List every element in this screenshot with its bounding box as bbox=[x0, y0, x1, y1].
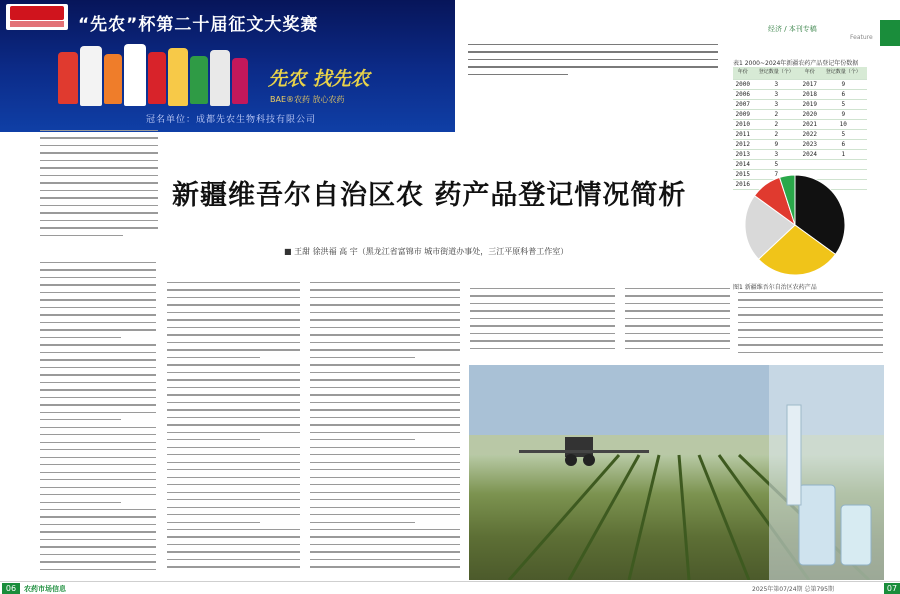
left-intro-text bbox=[40, 130, 158, 248]
text-column-5 bbox=[625, 288, 730, 360]
table-title: 表1 2000~2024年新疆农药产品登记年份数据 bbox=[733, 60, 859, 67]
text-column-1 bbox=[40, 262, 156, 577]
table-cell: 6 bbox=[820, 139, 867, 149]
table-cell: 2024 bbox=[800, 149, 820, 159]
table-cell: 10 bbox=[820, 119, 867, 129]
table-cell: 2019 bbox=[800, 99, 820, 109]
page-number-left: 06 bbox=[2, 583, 20, 594]
text-column-2 bbox=[167, 282, 300, 577]
product-bottle-icon bbox=[80, 46, 102, 106]
banner-organizer: 冠名单位：成都先农生物科技有限公司 bbox=[145, 115, 316, 125]
table-cell: 2 bbox=[753, 129, 800, 139]
table-cell: 9 bbox=[820, 109, 867, 119]
product-bottle-icon bbox=[190, 56, 208, 104]
product-bottle-icon bbox=[58, 52, 78, 104]
text-column-6 bbox=[738, 292, 883, 362]
issue-info: 2025年第07/24期 总第795期 bbox=[752, 586, 834, 593]
table-cell: 2010 bbox=[733, 119, 753, 129]
table-header-row bbox=[733, 67, 867, 79]
table-row bbox=[733, 119, 867, 129]
table-cell: 2013 bbox=[733, 149, 753, 159]
table-cell: 2012 bbox=[733, 139, 753, 149]
table-cell: 2017 bbox=[800, 79, 820, 89]
table-cell: 2015 bbox=[733, 169, 753, 179]
chart-caption: 图1 新疆维吾尔自治区农药产品 bbox=[733, 284, 817, 291]
article-title: 新疆维吾尔自治区农 药产品登记情况简析 bbox=[172, 180, 687, 211]
table-header: 登记数量（个） bbox=[820, 67, 867, 79]
table-row bbox=[733, 129, 867, 139]
table-cell: 9 bbox=[820, 79, 867, 89]
logo-mark-icon bbox=[10, 6, 64, 20]
banner-subtitle: BAE®农药 放心农药 bbox=[270, 95, 345, 104]
table-cell: 2021 bbox=[800, 119, 820, 129]
table-cell bbox=[800, 159, 820, 169]
page-number-right: 07 bbox=[884, 583, 900, 594]
text-column-4 bbox=[470, 288, 615, 360]
table-row bbox=[733, 89, 867, 99]
table-row bbox=[733, 149, 867, 159]
table-cell: 2 bbox=[753, 109, 800, 119]
table-row bbox=[733, 109, 867, 119]
table-cell: 2011 bbox=[733, 129, 753, 139]
table-cell: 3 bbox=[753, 89, 800, 99]
table-cell: 9 bbox=[753, 139, 800, 149]
table-cell bbox=[820, 159, 867, 169]
table-cell: 2007 bbox=[733, 99, 753, 109]
table-cell: 2000 bbox=[733, 79, 753, 89]
table-cell: 5 bbox=[820, 129, 867, 139]
table-cell: 2023 bbox=[800, 139, 820, 149]
contest-banner bbox=[0, 0, 455, 132]
banner-title: “先农”杯第二十届征文大奖赛 bbox=[78, 15, 319, 35]
section-tab bbox=[880, 20, 900, 46]
product-bottle-icon bbox=[168, 48, 188, 106]
table-header: 年份 bbox=[733, 67, 753, 79]
table-row bbox=[733, 79, 867, 89]
table-cell: 7 bbox=[753, 169, 800, 179]
article-byline: ■ 王甜 徐洪福 高 宇（黑龙江省富锦市 城市街道办事处，三江平原科普工作室） bbox=[284, 247, 569, 256]
table-row bbox=[733, 159, 867, 169]
table-cell: 2016 bbox=[733, 179, 753, 189]
table-cell: 2014 bbox=[733, 159, 753, 169]
field-photo bbox=[469, 365, 884, 580]
table-row bbox=[733, 139, 867, 149]
table-cell: 3 bbox=[753, 149, 800, 159]
sponsor-logo bbox=[6, 4, 68, 30]
table-cell: 2018 bbox=[800, 89, 820, 99]
section-label-en: Feature bbox=[850, 34, 873, 41]
product-bottle-icon bbox=[210, 50, 230, 106]
table-cell: 2009 bbox=[733, 109, 753, 119]
product-bottle-icon bbox=[124, 44, 146, 106]
pie-chart bbox=[740, 170, 850, 280]
table-row bbox=[733, 99, 867, 109]
product-bottle-icon bbox=[104, 54, 122, 104]
table-cell: 5 bbox=[753, 159, 800, 169]
banner-slogan: 先农 找先农 bbox=[268, 68, 370, 90]
table-cell: 2020 bbox=[800, 109, 820, 119]
table-cell: 2 bbox=[753, 119, 800, 129]
field-photo-illustration bbox=[469, 365, 884, 580]
section-label: 经济 / 本刊专稿 bbox=[768, 25, 817, 33]
table-cell: 2006 bbox=[733, 89, 753, 99]
magazine-name: 农药市场信息 bbox=[24, 585, 66, 593]
text-column-3 bbox=[310, 282, 460, 577]
table-header: 年份 bbox=[800, 67, 820, 79]
logo-strip-icon bbox=[10, 21, 64, 27]
table-cell: 3 bbox=[753, 99, 800, 109]
table-header: 登记数量（个） bbox=[753, 67, 800, 79]
footer-rule bbox=[0, 581, 900, 582]
table-cell: 5 bbox=[820, 99, 867, 109]
table-cell: 6 bbox=[820, 89, 867, 99]
table-cell: 1 bbox=[820, 149, 867, 159]
article-abstract bbox=[468, 44, 718, 104]
table-cell: 3 bbox=[753, 79, 800, 89]
product-bottle-icon bbox=[232, 58, 248, 104]
table-cell: 2022 bbox=[800, 129, 820, 139]
product-bottle-icon bbox=[148, 52, 166, 104]
